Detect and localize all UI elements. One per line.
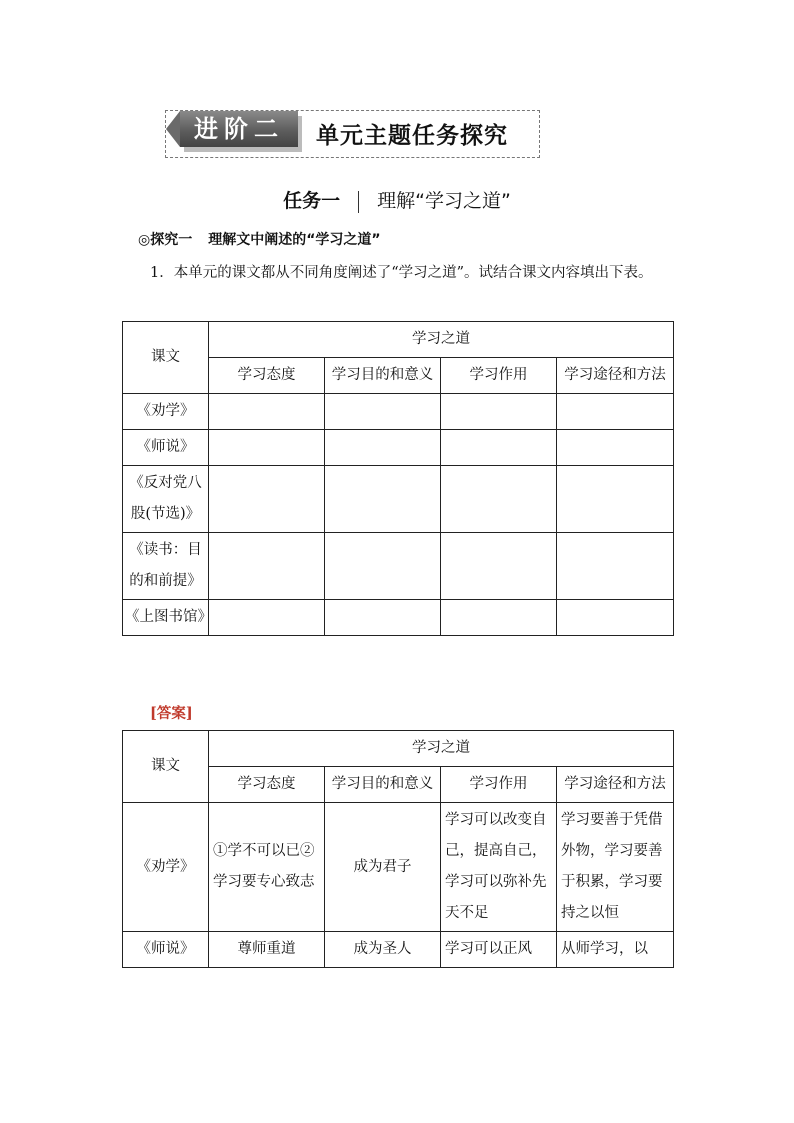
lesson-name: 《劝学》	[123, 803, 209, 932]
lesson-name: 《反对党八股(节选)》	[123, 466, 209, 533]
table-row	[123, 932, 674, 968]
blank-cell[interactable]	[557, 600, 674, 636]
table-row	[123, 803, 674, 932]
answer-attitude: 尊师重道	[209, 932, 325, 968]
table-row	[123, 533, 674, 600]
header-lesson: 课文	[123, 322, 209, 394]
header-effect: 学习作用	[441, 358, 557, 394]
section-banner	[165, 110, 540, 158]
blank-cell[interactable]	[325, 533, 441, 600]
answer-method: 从师学习，以	[557, 932, 674, 968]
table-header-row	[123, 322, 674, 358]
answer-purpose: 成为君子	[325, 803, 441, 932]
header-group: 学习之道	[209, 731, 674, 767]
task-title: 理解“学习之道”	[377, 190, 511, 212]
table-row	[123, 430, 674, 466]
header-attitude: 学习态度	[209, 767, 325, 803]
lesson-name: 《劝学》	[123, 394, 209, 430]
blank-cell[interactable]	[441, 600, 557, 636]
blank-cell[interactable]	[209, 466, 325, 533]
lesson-name: 《读书：目的和前提》	[123, 533, 209, 600]
blank-cell[interactable]	[441, 430, 557, 466]
header-method: 学习途径和方法	[557, 767, 674, 803]
lesson-name: 《上图书馆》	[123, 600, 209, 636]
blank-cell[interactable]	[441, 394, 557, 430]
header-effect: 学习作用	[441, 767, 557, 803]
blank-cell[interactable]	[325, 394, 441, 430]
blank-cell[interactable]	[325, 430, 441, 466]
heading-divider	[358, 191, 359, 213]
blank-cell[interactable]	[209, 600, 325, 636]
blank-cell[interactable]	[441, 466, 557, 533]
table-header-row	[123, 731, 674, 767]
explore-title: 理解文中阐述的“学习之道”	[208, 232, 381, 248]
answer-purpose: 成为圣人	[325, 932, 441, 968]
answer-label: [答案]	[150, 705, 193, 722]
blank-cell[interactable]	[557, 394, 674, 430]
lesson-name: 《师说》	[123, 932, 209, 968]
answer-effect: 学习可以正风	[441, 932, 557, 968]
blank-cell[interactable]	[325, 466, 441, 533]
header-group: 学习之道	[209, 322, 674, 358]
blank-table	[122, 321, 674, 636]
answer-method: 学习要善于凭借外物，学习要善于积累，学习要持之以恒	[557, 803, 674, 932]
answer-effect: 学习可以改变自己，提高自己，学习可以弥补先天不足	[441, 803, 557, 932]
blank-cell[interactable]	[557, 533, 674, 600]
header-purpose: 学习目的和意义	[325, 767, 441, 803]
table-row	[123, 600, 674, 636]
blank-cell[interactable]	[325, 600, 441, 636]
header-lesson: 课文	[123, 731, 209, 803]
lesson-name: 《师说》	[123, 430, 209, 466]
header-method: 学习途径和方法	[557, 358, 674, 394]
table-row	[123, 466, 674, 533]
section-label: 进阶二	[180, 111, 298, 147]
blank-cell[interactable]	[209, 394, 325, 430]
task-heading	[0, 186, 794, 213]
explore-heading	[138, 229, 381, 249]
task-number: 任务一	[283, 190, 341, 212]
blank-cell[interactable]	[441, 533, 557, 600]
answer-table	[122, 730, 674, 968]
section-title: 单元主题任务探究	[316, 123, 508, 149]
blank-cell[interactable]	[557, 430, 674, 466]
question-text: 1．本单元的课文都从不同角度阐述了“学习之道”。试结合课文内容填出下表。	[150, 265, 653, 281]
table-row	[123, 394, 674, 430]
explore-label: ◎探究一	[138, 232, 193, 248]
blank-cell[interactable]	[557, 466, 674, 533]
blank-cell[interactable]	[209, 430, 325, 466]
header-attitude: 学习态度	[209, 358, 325, 394]
blank-cell[interactable]	[209, 533, 325, 600]
header-purpose: 学习目的和意义	[325, 358, 441, 394]
answer-attitude: ①学不可以已②学习要专心致志	[209, 803, 325, 932]
